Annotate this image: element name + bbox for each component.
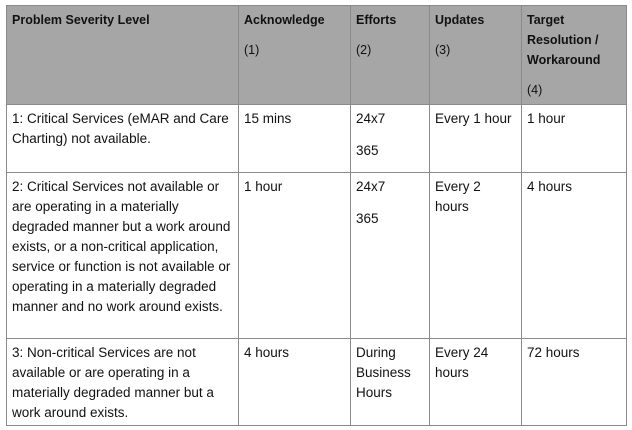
header-efforts-number: (2) (356, 43, 372, 57)
efforts-cell (351, 173, 430, 339)
resolution-cell: 1 hour (522, 105, 627, 173)
header-resolution (522, 6, 627, 105)
header-efforts (351, 6, 430, 105)
severity-cell: 2: Critical Services not available or are operating in a materially degraded manner but a work around exists, or a non-critical application, service or function is not available or operating in a materially degraded manner and no work around exists. (7, 173, 239, 339)
efforts-cell: During Business Hours (351, 339, 430, 426)
header-efforts-title: Efforts (356, 13, 397, 27)
acknowledge-cell: 15 mins (239, 105, 351, 173)
acknowledge-cell: 1 hour (239, 173, 351, 339)
header-updates-number: (3) (435, 43, 451, 57)
table-row (7, 173, 627, 339)
severity-cell: 3: Non-critical Services are not available or are operating in a materially degraded manner but a work around exists. (7, 339, 239, 426)
header-resolution-number: (4) (527, 83, 543, 97)
efforts-extra: 365 (356, 211, 379, 226)
severity-table (6, 5, 627, 426)
header-updates (430, 6, 522, 105)
efforts-value: 24x7 (356, 111, 386, 126)
header-updates-title: Updates (435, 13, 485, 27)
header-acknowledge-number: (1) (244, 43, 260, 57)
efforts-cell (351, 105, 430, 173)
updates-cell: Every 2 hours (430, 173, 522, 339)
efforts-value: 24x7 (356, 179, 386, 194)
efforts-extra: 365 (356, 143, 379, 158)
table-row (7, 339, 627, 426)
resolution-cell: 4 hours (522, 173, 627, 339)
table-row (7, 105, 627, 173)
header-acknowledge-title: Acknowledge (244, 13, 325, 27)
updates-cell: Every 1 hour (430, 105, 522, 173)
resolution-cell: 72 hours (522, 339, 627, 426)
updates-cell: Every 24 hours (430, 339, 522, 426)
header-resolution-title: Target Resolution / Workaround (527, 13, 601, 67)
header-acknowledge (239, 6, 351, 105)
header-severity-title: Problem Severity Level (12, 13, 150, 27)
severity-cell: 1: Critical Services (eMAR and Care Charting) not available. (7, 105, 239, 173)
header-severity (7, 6, 239, 105)
header-row (7, 6, 627, 105)
acknowledge-cell: 4 hours (239, 339, 351, 426)
